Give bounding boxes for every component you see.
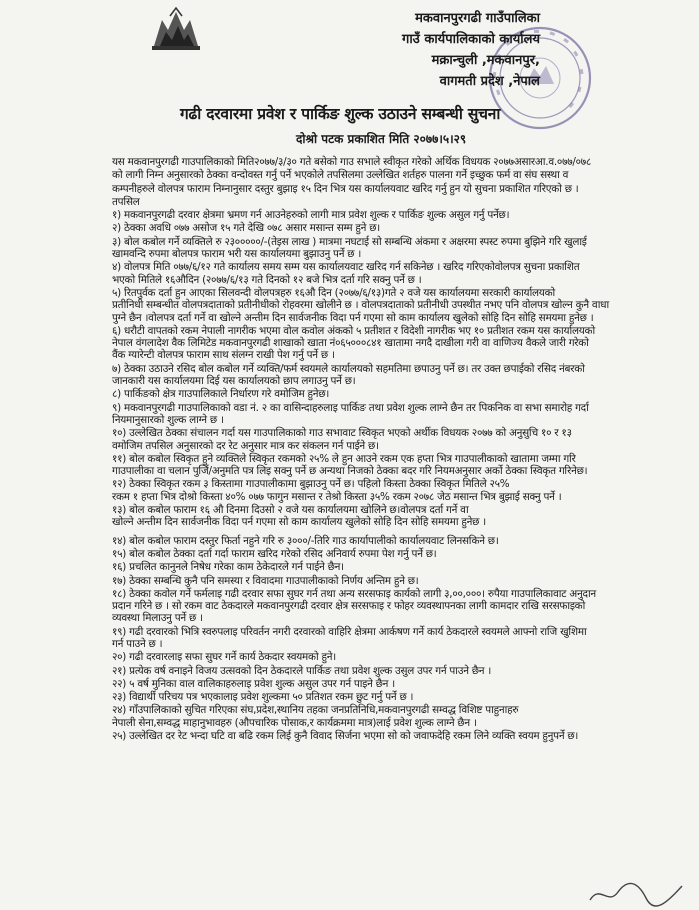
condition-line: गर्न पाउने छ । [112,637,163,650]
condition-item [112,453,698,478]
condition-line: पुग्ने छैन ।वोलपत्र दर्ता गर्ने वा खोल्ने अन्तीम दिन सार्वजनीक विदा पर्न गएमा सो काम कार्यालय खुलेको सोहि दिन सोहि समयमा हुनेछ । [112,311,594,324]
notice-body [112,156,698,743]
condition-line: १६) प्रचलित कानुनले निषेध गरेका काम ठेकेदारले गर्न पाईने छैन। [112,561,344,574]
condition-line: १३) बोल कबोल फाराम १६ औ दिनमा दिउसो २ वजे यस कार्यालयमा खोलिने छ।वोलपत्र दर्ता गर्ने वा [112,504,469,517]
condition-line: २) ठेक्का अवधि ०७७ असोज १५ गते देखि ०७८ असार मसान्त सम्म हुने छ। [112,222,380,235]
condition-item [112,665,698,677]
condition-item [112,287,698,324]
condition-line: १) मकवानपुरगढी दरवार क्षेत्रमा भ्रमण गर्न आउनेहरुको लागी मात्र प्रवेश शुल्क र पार्किङ शुल्क असुल गर्नु पर्नेछ। [112,209,510,222]
condition-line: व्यवस्था मिलाउनु पर्ने छ । [112,612,203,625]
condition-line: ९) मकवानपुरगढी गाउपालिकाको वडा नं. २ का वासिन्दाहरुलाइ पार्किङ तथा प्रवेश शुल्क लाग्ने छैन तर पिकनिक वा सभा समारोह गर्दा [112,401,589,414]
condition-line: नियमानुसारको शुल्क लाग्ने छ । [112,413,224,426]
condition-line: २४) गाँउपालिकाको सुचित गरिएका संघ,प्रदेश,स्थानिय तहका जनप्रतिनिधि,मकवानपुरगढी सम्वद्ध विशिष्ट पाहुनाहरु [112,704,519,717]
condition-item [112,575,698,587]
condition-line: १४) बोल कबोल फाराम दस्तुर फिर्ता नहुने गरि रु ३०००/-तिरि गाउ कार्यापालीको कार्यालयवाट लिनसकिने छ। [112,534,499,547]
condition-item [112,222,698,234]
province-name: वागमती प्रदेश ,नेपाल [439,74,540,89]
condition-item [112,626,698,651]
condition-line: खामवन्दि रुपमा बोलपत्र फाराम भरी यस कार्यालयमा बुझाउनु पर्ने छ । [112,248,362,261]
condition-item [112,704,698,729]
condition-line: भएको मितिले १६औदिन (२०७७/६/१३ गते दिनको १२ बजे भित्र दर्ता गरि सक्नु पर्ने छ । [112,273,422,286]
office-header [180,8,540,92]
intro-line: यस मकवानपुरगढी गाउपालिकाको मिति२०७७/३/३० गते बसेको गाउ सभाले स्वीकृत गरेको अर्थिक विधयक २०७७असारआ.व.०७७/०७८ [112,156,592,168]
condition-line: २१) प्रत्येक वर्ष वनाइने विजय उत्सवको दिन ठेकदारले पार्किङ तथा प्रवेश शुल्क उसुल उपर गर्न पाउने छैन । [112,664,492,677]
intro-line: को लागी निम्न अनुसारको ठेक्का वन्दोवस्त गर्नु पर्ने भएकोले तपसिलमा उल्लेखित शर्तहरु पालना गर्ने इच्छुक फर्म वा संघ सस्था व [112,169,569,182]
municipality-name: मकवानपुरगढी गाउँपालिका [415,11,540,26]
condition-line: १९) गढी दरवारको भित्रि स्वरुपलाइ परिवर्तन नगरी दरवारको वाहिरि क्षेत्रमा आर्कषण गर्ने कार्य ठेकदारले स्वयमले आफ्नो राजि खुशिमा [112,625,587,638]
condition-item [112,548,698,560]
condition-item [112,478,698,503]
condition-line: प्रदान गरिने छ । सो रकम वाट ठेकदारले मकवानपुरगढी दरवार क्षेत्र सरसफाइ र फोहर व्यवस्थापनका लागी कामदार राखि सरसफाइको [112,600,586,613]
condition-line: वमोजिम तपसिल अनुसारको दर रेट अनुसार मात्र कर संकलन गर्न पाईने छ। [112,439,379,452]
condition-line: ४) वोलपत्र मिति ०७७/६/१२ गते कार्यालय समय सम्म यस कार्यालयवाट खरिद गर्न सकिनेछ । खरिद गरिएकोवोलपत्र सुचना प्रकाशित [112,261,580,274]
condition-item [112,678,698,690]
condition-line: नेपाली सेना,सम्वद्ध माहानुभावहरु (औपचारिक पोसाक,र कार्यक्रममा मात्र)लाई प्रवेश शुल्क लाग्ने छैन । [112,716,477,729]
condition-item [112,261,698,286]
intro-line: कम्पनीहरुले वोलपत्र फाराम निम्नानुसार दस्तुर बुझाइ १५ दिन भित्र यस कार्यालयवाट खरिद गर्नु हुन यो सुचना प्रकाशित गरिएको छ । [112,182,579,195]
condition-line: गाउपालीका वा चलान पुर्जि/अनुमति पत्र लिइ सक्नु पर्ने छ अन्यथा निजको ठेक्का बदर गरि नियमअनुसार अर्को ठेक्का स्विकृत गरिनेछ। [112,465,588,478]
office-name: गाउँ कार्यपालिकाको कार्यालय [402,32,540,47]
condition-line: प्रतीनिधी सम्बन्धीत वोलपत्रदाताको प्रतीनीधीको रोहवरमा खोलीने छ । वोलपत्रदाताको प्रतीनीधी उपस्थीत नभए पनि वोलपत्र खोल्न कुनै वाधा [112,299,609,312]
condition-line: १२) ठेक्का स्विकृत रकम ३ किस्तामा गाउपालीकामा बुझाउनु पर्ने छ। पहिलो किस्ता ठेक्का स्विकृत मितिले २५% [112,478,510,491]
condition-line: ११) बोल कबोल स्विकृत हुने व्यक्तिले स्विकृत रकमको २५% ले हुन आउने रकम एक हप्ता भित्र गाउपालीकाको खातामा जम्मा गरि [112,452,576,465]
schedule-heading: तपसिल [112,195,140,208]
condition-line: जानकारी यस कार्यालयमा दिई यस कार्यालयको छाप लगाउनु पर्ने छ। [112,375,356,388]
condition-item [112,535,698,547]
condition-item [112,363,698,388]
condition-line: २३) विद्यार्थी परिचय पत्र भएकालाइ प्रवेश शुल्कमा ५० प्रतिशत रकम छुट गर्नु पर्ने छ । [112,691,414,704]
condition-line: वैंक ग्यारेन्टी वोलपत्र फाराम साथ संलग्न राखी पेश गर्नु पर्ने छ । [112,349,335,362]
condition-line: १०) उल्लेखित ठेक्का संचालन गर्दा यस गाउपालिकाको गाउ सभावाट स्विकृत भएको अर्थीक विधयक २०७७ को अनुसुचि १० र १३ [112,427,572,440]
condition-item [112,730,698,742]
condition-line: ५) रितपुर्वक दर्ता हुन आएका सिलवन्दी वोलपत्रहरु १६औ दिन (२०७७/६/१३)गते २ वजे यस कार्यालयमा सरकारी कार्यालयको [112,286,555,299]
condition-line: ७) ठेक्का उठाउने रसिद बोल कबोल गर्ने व्यक्ति/फर्म स्वयमले कार्यालयको सहमतिमा छपाउनु पर्ने छ। तर उक्त छपाईको रसिद नंबरको [112,362,585,375]
condition-line: १८) ठेक्का कवोल गर्ने फर्मलाइ गढी दरवार सफा सुघर गर्न तथा अन्य सरसफाइ कार्यको लागी ३,००,०००। रुपैया गाउपालिकावाट अनुदान [112,587,596,600]
condition-line: खोल्ने अन्तीम दिन सार्वजनीक विदा पर्न गएमा सो काम कार्यालय खुलेको सोहि दिन सोहि समयमा हुनेछ । [112,516,486,529]
condition-item [112,325,698,362]
condition-item [112,588,698,625]
condition-item [112,209,698,221]
condition-item [112,388,698,400]
condition-line: १५) बोल कबोल ठेक्का दर्ता गर्दा फाराम खरिद गरेको रसिद अनिवार्य रुपमा पेश गर्नु पर्ने छ। [112,547,437,560]
condition-line: नेपाल वंगलादेश वैक लिमिटेड मकवानपुरगढी शाखाको खाता नं०६५०००८४१ खातामा नगदै दाखीला गरी वा वाणिज्य वैकले जारी गरेको [112,337,589,350]
condition-line: ३) बोल कबोल गर्ने व्यक्तिले रु २३०००००/-(तेइस लाख ) मात्रमा नघटाई सो सम्बन्धि अंकमा र अक्षरमा स्पस्ट रुपमा बुझिने गरि खुलाई [112,235,587,248]
condition-line: २५) उल्लेखित दर रेट भन्दा घटि वा बढि रकम लिई कुनै विवाद सिर्जना भएमा सो को जवाफदेहि रकम लिने व्यक्ति स्वयम हुनुपर्ने छ। [112,730,579,743]
condition-item [112,427,698,452]
signature-mark [586,880,686,908]
condition-line: रकम १ हप्ता भित्र दोश्रो किस्ता ४०% ०७७ फागुन मसान्त र तेश्रो किस्ता ३५% रकम २०७८ जेठ मसान्त भित्र बुझाई सक्नु पर्ने । [112,490,562,503]
condition-item [112,691,698,703]
condition-line: १७) ठेक्का सम्बन्धि कुनै पनि समस्या र विवादमा गाउपालीकाको निर्णय अन्तिम हुने छ। [112,574,419,587]
office-address: मक्रान्चुली ,मकवानपुर, [431,53,540,68]
condition-item [112,236,698,261]
condition-line: २२) ५ वर्ष मुनिका वाल वालिकाहरुलाइ प्रवेश शुल्क असुल उपर गर्न पाइने छैन । [112,677,395,690]
condition-item [112,651,698,663]
condition-item [112,561,698,573]
condition-line: २०) गढी दरवारलाइ सफा सुघर गर्ने कार्य ठेकदार स्वयमको हुने। [112,651,336,664]
notice-title: गढी दरवारमा प्रवेश र पार्किङ शुल्क उठाउने सम्बन्धी सुचना [180,105,501,123]
publication-date: दोश्रो पटक प्रकाशित मिति २०७७।५।२९ [296,132,467,146]
condition-line: ८) पार्किङको क्षेत्र गाउपालिकाले निर्धारण गरे वमोजिम हुनेछ। [112,388,330,401]
condition-line: ६) धरौटी वापतको रकम नेपाली नागरीक भएमा वोल कवोल अंकको ५ प्रतीशत र विदेशी नागरीक भए १० प्रतीशत रकम यस कार्यालयको [112,324,595,337]
condition-item [112,402,698,427]
condition-item [112,504,698,529]
